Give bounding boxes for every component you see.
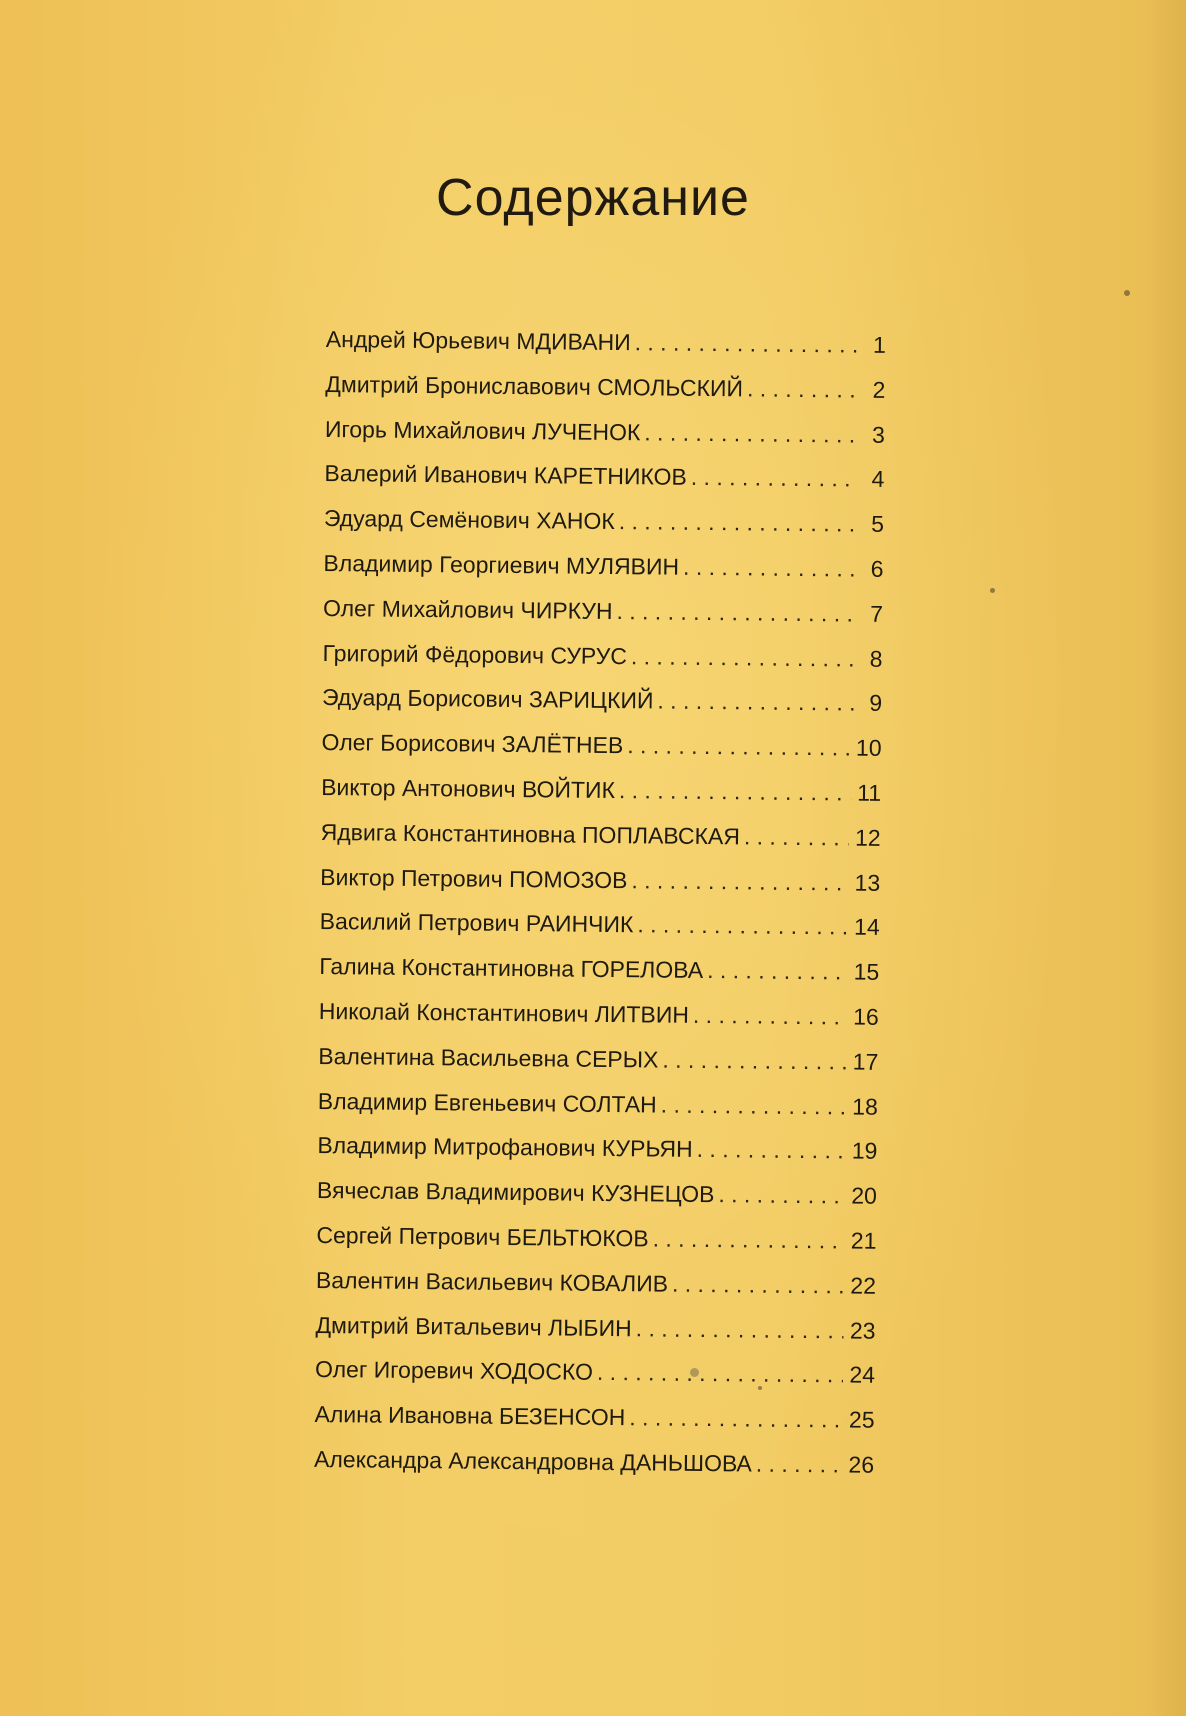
toc-entry-name: Галина Константиновна ГОРЕЛОВА	[319, 953, 704, 984]
toc-dot-leader	[635, 329, 860, 358]
toc-dot-leader	[631, 867, 848, 896]
toc-dot-leader	[756, 1450, 843, 1478]
paper-speck	[758, 1386, 762, 1390]
toc-page-number: 6	[870, 555, 884, 582]
toc-dot-leader	[653, 1225, 845, 1254]
toc-page-number: 19	[851, 1137, 878, 1165]
toc-entry	[326, 326, 886, 377]
toc-page-number: 22	[850, 1272, 877, 1299]
toc-entry-name: Владимир Евгеньевич СОЛТАН	[317, 1087, 657, 1118]
toc-entry	[318, 998, 878, 1049]
toc-entry-name: Игорь Михайлович ЛУЧЕНОК	[324, 415, 641, 445]
toc-page-number: 17	[852, 1048, 879, 1075]
toc-entry	[323, 595, 883, 646]
toc-dot-leader	[636, 1315, 844, 1344]
toc-entry	[322, 684, 882, 735]
toc-dot-leader	[616, 598, 857, 628]
toc-dot-leader	[662, 1046, 847, 1075]
toc-dot-leader	[637, 912, 848, 941]
toc-dot-leader	[691, 464, 859, 493]
toc-entry-name: Олег Михайлович ЧИРКУН	[322, 594, 613, 624]
toc-page-number: 9	[869, 690, 883, 717]
toc-dot-leader	[661, 1091, 847, 1120]
toc-dot-leader	[631, 643, 857, 672]
toc-entry-name: Александра Александровна ДАНЬШОВА	[314, 1445, 752, 1477]
toc-page-number: 24	[849, 1361, 876, 1389]
toc-dot-leader	[747, 375, 860, 403]
toc-entry-name: Ядвига Константиновна ПОПЛАВСКАЯ	[320, 818, 741, 850]
toc-entry	[314, 1446, 874, 1497]
toc-dot-leader	[619, 508, 858, 538]
toc-entry	[318, 1043, 878, 1094]
toc-page-number: 20	[851, 1182, 878, 1209]
toc-entry	[318, 1088, 878, 1139]
toc-entry-name: Олег Игоревич ХОДОСКО	[314, 1356, 594, 1386]
toc-page-number: 11	[857, 779, 882, 806]
toc-entry-name: Андрей Юрьевич МДИВАНИ	[325, 326, 631, 356]
toc-entry	[317, 1132, 877, 1183]
page-title: Содержание	[436, 169, 750, 227]
toc-entry	[322, 640, 882, 691]
toc-entry	[316, 1267, 876, 1318]
toc-entry-name: Виктор Петрович ПОМОЗОВ	[320, 863, 628, 893]
toc-dot-leader	[657, 688, 856, 717]
toc-page-number: 26	[848, 1451, 875, 1478]
toc-page-number: 1	[872, 331, 886, 358]
paper-speck	[1124, 290, 1130, 296]
toc-page-number: 7	[870, 600, 884, 627]
toc-dot-leader	[744, 823, 849, 851]
toc-entry-name: Владимир Георгиевич МУЛЯВИН	[323, 549, 680, 580]
toc-entry-name: Вячеслав Владимирович КУЗНЕЦОВ	[316, 1177, 715, 1208]
paper-speck	[990, 588, 995, 593]
toc-entry-name: Владимир Митрофанович КУРЬЯН	[317, 1132, 693, 1163]
toc-page-number: 18	[852, 1093, 878, 1120]
toc-entry-name: Виктор Антонович ВОЙТИК	[321, 773, 616, 804]
toc-entry	[316, 1222, 876, 1273]
toc-entry-name: Николай Константинович ЛИТВИН	[318, 997, 690, 1028]
toc-entry-name: Алина Ивановна БЕЗЕНСОН	[314, 1401, 626, 1431]
toc-page-number: 23	[849, 1317, 876, 1344]
toc-entry-name: Олег Борисович ЗАЛЁТНЕВ	[321, 729, 624, 759]
toc-entry	[321, 729, 881, 780]
toc-page-number: 10	[855, 734, 882, 762]
toc-dot-leader	[683, 554, 858, 583]
toc-page-number: 12	[854, 824, 881, 851]
toc-page-number: 5	[871, 510, 885, 538]
toc-entry-name: Эдуард Семёнович ХАНОК	[323, 505, 615, 535]
toc-entry	[320, 864, 880, 915]
toc-entry	[324, 460, 884, 511]
toc-entry-name: Григорий Фёдорович СУРУС	[322, 639, 628, 669]
toc-entry	[317, 1177, 877, 1228]
toc-dot-leader	[672, 1270, 845, 1299]
toc-entry-name: Василий Петрович РАИНЧИК	[319, 908, 634, 938]
table-of-contents	[314, 326, 886, 1497]
toc-entry	[320, 819, 880, 870]
toc-page-number: 2	[872, 376, 886, 403]
toc-dot-leader	[629, 1404, 843, 1433]
toc-entry-name: Сергей Петрович БЕЛЬТЮКОВ	[316, 1221, 649, 1252]
toc-entry	[315, 1356, 875, 1407]
toc-dot-leader	[644, 419, 859, 448]
toc-entry-name: Дмитрий Витальевич ЛЫБИН	[315, 1311, 632, 1341]
toc-entry	[315, 1311, 875, 1362]
toc-page-number: 14	[854, 913, 880, 941]
toc-entry	[324, 505, 884, 556]
toc-page-number: 13	[854, 869, 881, 896]
toc-entry	[323, 550, 883, 601]
toc-dot-leader	[597, 1359, 844, 1389]
paper-speck	[690, 1368, 699, 1377]
toc-entry-name: Эдуард Борисович ЗАРИЦКИЙ	[321, 684, 654, 714]
toc-entry-name: Валентина Васильевна СЕРЫХ	[318, 1042, 659, 1073]
toc-page-number: 3	[871, 421, 886, 448]
toc-dot-leader	[627, 732, 850, 761]
toc-page-number: 4	[871, 466, 885, 493]
toc-entry	[319, 908, 879, 959]
toc-page-number: 16	[853, 1003, 879, 1030]
toc-page-number: 21	[850, 1227, 877, 1254]
toc-entry	[314, 1401, 874, 1452]
toc-dot-leader	[693, 1002, 848, 1031]
page-edge-shadow	[1146, 0, 1186, 1716]
toc-dot-leader	[697, 1136, 846, 1165]
toc-entry-name: Валерий Иванович КАРЕТНИКОВ	[324, 460, 687, 491]
toc-entry	[321, 774, 881, 825]
toc-entry	[319, 953, 879, 1004]
toc-entry	[325, 416, 885, 467]
toc-page-number: 15	[853, 958, 880, 985]
toc-dot-leader	[619, 777, 852, 806]
toc-page-number: 8	[869, 645, 883, 672]
toc-dot-leader	[707, 957, 848, 985]
toc-dot-leader	[718, 1181, 845, 1209]
toc-entry	[325, 371, 885, 422]
toc-entry-name: Дмитрий Брониславович СМОЛЬСКИЙ	[325, 370, 744, 402]
toc-page-number: 25	[848, 1406, 875, 1433]
toc-entry-name: Валентин Васильевич КОВАЛИВ	[315, 1266, 669, 1297]
